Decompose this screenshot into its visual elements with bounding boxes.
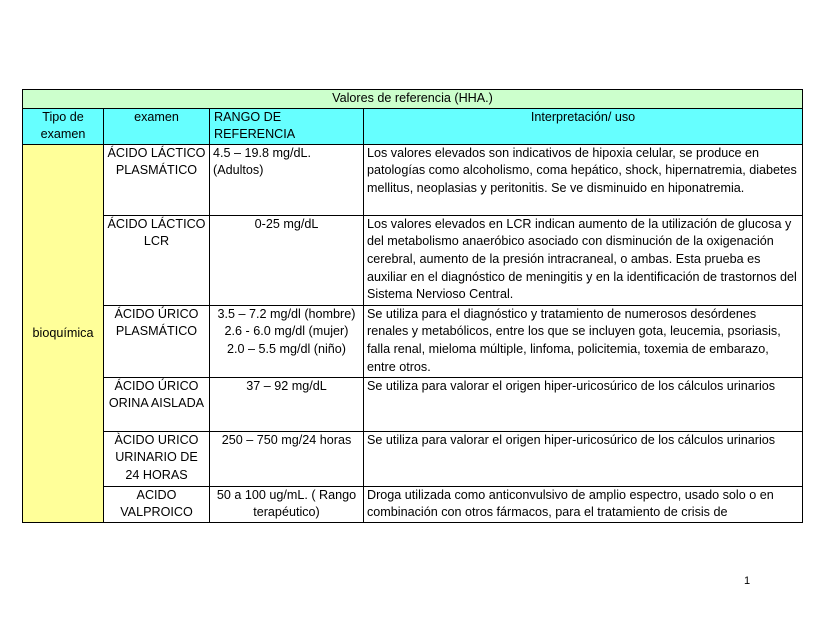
range-cell: 37 – 92 mg/dL — [210, 377, 364, 431]
interpretation-clipped-text: Droga utilizada como anticonvulsivo de amplio espectro, usado solo o en combinación con otros fármacos, para el tratamiento de crisis de — [367, 487, 774, 520]
page-number: 1 — [744, 575, 751, 587]
header-tipo: Tipo de examen — [23, 108, 104, 144]
range-cell — [210, 305, 364, 377]
range-cell: 50 a 100 ug/mL. ( Rango terapéutico) — [210, 486, 364, 522]
header-rango: RANGO DE REFERENCIA — [210, 108, 364, 144]
reference-values-table — [22, 89, 803, 523]
table-row — [23, 215, 803, 305]
table-row — [23, 431, 803, 486]
range-line: 3.5 – 7.2 mg/dl (hombre) — [217, 306, 356, 321]
exam-cell: ÁCIDO LÁCTICO LCR — [104, 215, 210, 305]
exam-cell: ÁCIDO LÁCTICO PLASMÁTICO — [104, 144, 210, 215]
table-header-row — [23, 108, 803, 144]
exam-cell: ÀCIDO URICO URINARIO DE 24 HORAS — [104, 431, 210, 486]
exam-cell: ÁCIDO ÚRICO PLASMÁTICO — [104, 305, 210, 377]
category-cell: bioquímica — [23, 144, 104, 522]
interpretation-cell — [364, 486, 803, 522]
table-row — [23, 377, 803, 431]
interpretation-cell: Los valores elevados en LCR indican aumento de la utilización de glucosa y del metabolismo anaeróbico asociado con disminución de la oxigenación cerebral, aumento de la presión intracraneal, o ambas. Esta prueba es auxiliar en el diagnóstico de meningitis y en la identificación de trastornos del Sistema Nervioso Central. — [364, 215, 803, 305]
table-title: Valores de referencia (HHA.) — [23, 90, 803, 109]
interpretation-cell: Se utiliza para el diagnóstico y tratamiento de numerosos desórdenes renales y metabólicos, entre los que se incluyen gota, leucemia, psoriasis, falla renal, mieloma múltiple, linfoma, policitemia, toxemia de embarazo, entre otros. — [364, 305, 803, 377]
range-line: 2.0 – 5.5 mg/dl (niño) — [226, 341, 346, 356]
interpretation-cell: Se utiliza para valorar el origen hiper-uricosúrico de los cálculos urinarios — [364, 377, 803, 431]
exam-cell: ÁCIDO ÚRICO ORINA AISLADA — [104, 377, 210, 431]
table-row — [23, 144, 803, 215]
table-title-row — [23, 90, 803, 109]
interpretation-cell: Los valores elevados son indicativos de hipoxia celular, se produce en patologías como alcoholismo, coma hepático, shock, hipernatremia, diabetes mellitus, neoplasias y peritonitis. Se ve disminuido en hiponatremia. — [364, 144, 803, 215]
range-cell: 0-25 mg/dL — [210, 215, 364, 305]
header-interpretacion: Interpretación/ uso — [364, 108, 803, 144]
interpretation-cell: Se utiliza para valorar el origen hiper-uricosúrico de los cálculos urinarios — [364, 431, 803, 486]
exam-cell: ACIDO VALPROICO — [104, 486, 210, 522]
range-cell: 4.5 – 19.8 mg/dL. (Adultos) — [210, 144, 364, 215]
table-row — [23, 305, 803, 377]
range-line: 2.6 - 6.0 mg/dl (mujer) — [224, 324, 349, 339]
table-row — [23, 486, 803, 522]
range-cell: 250 – 750 mg/24 horas — [210, 431, 364, 486]
header-examen: examen — [104, 108, 210, 144]
